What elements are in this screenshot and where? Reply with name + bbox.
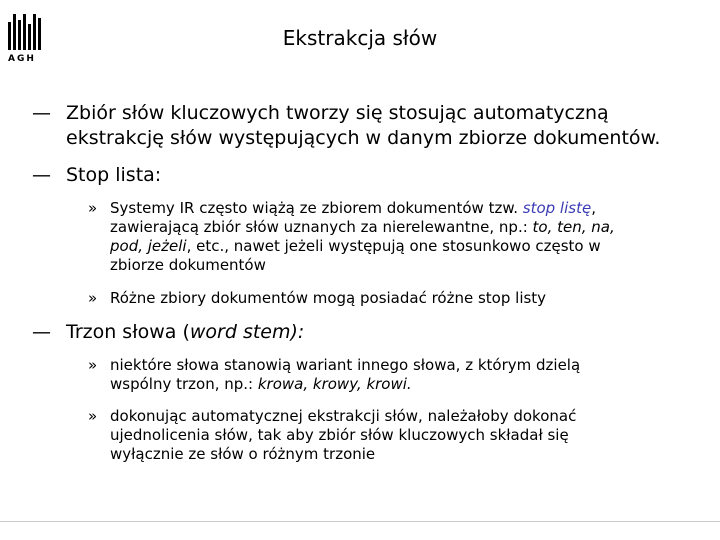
- sub-bullet-marker: »: [88, 407, 98, 425]
- sub-bullet-line: zbiorze dokumentów: [110, 256, 266, 274]
- example-words: to, ten, na,: [532, 218, 615, 236]
- sub-bullet-line: dokonując automatycznej ekstrakcji słów, należałoby dokonać: [110, 407, 577, 425]
- text: Trzon słowa (: [66, 321, 190, 343]
- slide-title: Ekstrakcja słów: [282, 26, 438, 50]
- footer-divider: [0, 521, 720, 522]
- bullet-text-line: ekstrakcję słów występujących w danym zbiorze dokumentów.: [66, 127, 661, 149]
- sub-bullet-line: [110, 218, 670, 237]
- sub-bullet-marker: »: [88, 356, 98, 374]
- word-stem-term: word stem):: [189, 321, 305, 343]
- sub-bullet-line: ujednolicenia słów, tak aby zbiór słów kluczowych składał się: [110, 426, 569, 444]
- sub-bullet-different-stop-lists: [88, 289, 547, 308]
- stop-list-term: stop listę: [522, 199, 592, 217]
- sub-bullet-line: niektóre słowa stanowią wariant innego słowa, z którym dzielą: [110, 356, 581, 374]
- bullet-text: [66, 320, 304, 345]
- sub-bullet-variants: [88, 356, 670, 394]
- agh-logo-text: AGH: [8, 54, 36, 64]
- example-words: pod, jeżeli: [110, 237, 187, 255]
- text: Systemy IR często wiążą ze zbiorem dokumentów tzw.: [110, 199, 523, 217]
- sub-bullet-line: wyłącznie ze słów o różnym trzonie: [110, 445, 376, 463]
- bullet-marker: —: [32, 321, 51, 343]
- bullet-marker: —: [32, 102, 51, 124]
- text: wspólny trzon, np.:: [110, 375, 258, 393]
- sub-bullet-marker: »: [88, 199, 98, 217]
- text: , etc., nawet jeżeli występują one stosunkowo często w: [186, 237, 601, 255]
- example-words: krowa, krowy, krowi.: [257, 375, 412, 393]
- bullet-text-line: Zbiór słów kluczowych tworzy się stosując automatyczną: [66, 102, 609, 124]
- sub-bullet-line: [110, 199, 670, 218]
- text: ,: [591, 199, 596, 217]
- sub-bullet-stop-list-def: [88, 199, 670, 275]
- bullet-text: Stop lista:: [66, 164, 162, 186]
- bullet-word-stem: [32, 320, 305, 345]
- sub-bullet-normalization: [88, 407, 670, 464]
- bullet-keyword-set: [32, 101, 661, 151]
- sub-bullet-marker: »: [88, 289, 98, 307]
- bullet-marker: —: [32, 164, 51, 186]
- text: zawierającą zbiór słów uznanych za nierelewantne, np.:: [110, 218, 533, 236]
- sub-bullet-line: [110, 237, 670, 256]
- bullet-stop-list: [32, 163, 162, 188]
- sub-bullet-line: Różne zbiory dokumentów mogą posiadać różne stop listy: [110, 289, 547, 307]
- sub-bullet-line: [110, 375, 670, 394]
